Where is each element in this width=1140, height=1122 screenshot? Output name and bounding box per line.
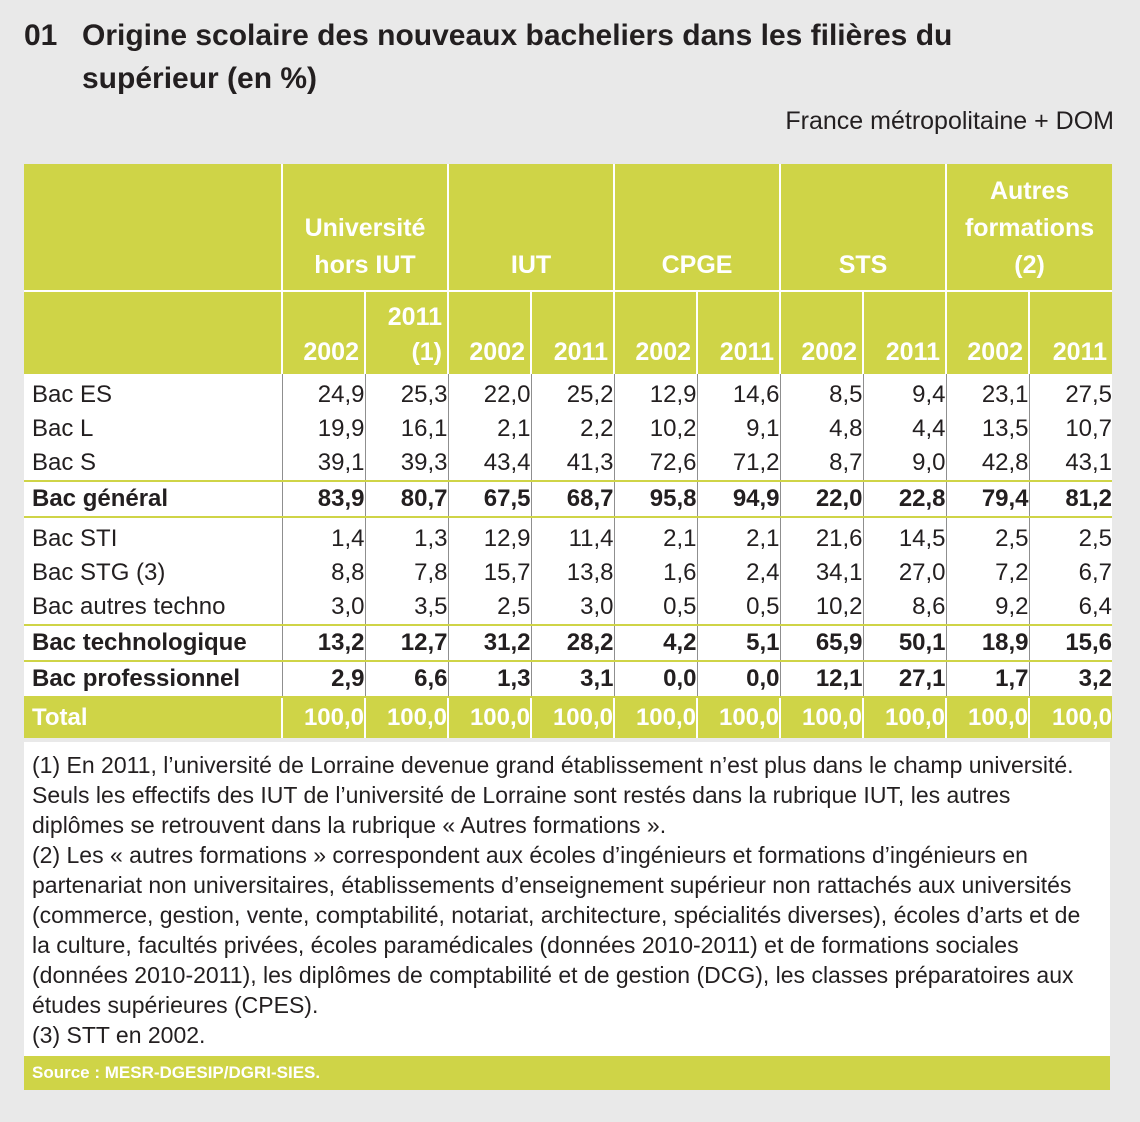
table-cell: 2,9	[282, 661, 365, 697]
table-cell: 39,1	[282, 446, 365, 481]
table-cell: 1,4	[282, 517, 365, 556]
table-cell: 27,5	[1029, 374, 1112, 412]
table-cell: 1,7	[946, 661, 1029, 697]
table-row	[24, 517, 1112, 556]
table-cell: 50,1	[863, 625, 946, 661]
year-header: 2002	[780, 291, 863, 374]
table-cell: 7,8	[365, 556, 448, 590]
table-cell: 23,1	[946, 374, 1029, 412]
table-row	[24, 590, 1112, 625]
table-cell: 5,1	[697, 625, 780, 661]
table-cell: 9,0	[863, 446, 946, 481]
table-cell: 81,2	[1029, 481, 1112, 517]
table-cell: 3,0	[531, 590, 614, 625]
footnote: (1) En 2011, l’université de Lorraine devenue grand établissement n’est plus dans le champ université. Seuls les effectifs des IUT de l’université de Lorraine sont restés dans la rubrique IUT, les autres diplômes se retrouvent dans la rubrique « Autres formations ».	[32, 752, 1074, 838]
table-cell: 3,5	[365, 590, 448, 625]
table-cell: 100,0	[780, 697, 863, 738]
table-cell: 31,2	[448, 625, 531, 661]
table-cell: 21,6	[780, 517, 863, 556]
table-cell: 2,5	[448, 590, 531, 625]
row-label: Bac STI	[32, 525, 118, 552]
table-cell: 43,1	[1029, 446, 1112, 481]
table-cell: 1,3	[365, 517, 448, 556]
table-cell: 4,2	[614, 625, 697, 661]
table-cell: 6,7	[1029, 556, 1112, 590]
table-cell: 10,7	[1029, 412, 1112, 446]
table-cell: 7,2	[946, 556, 1029, 590]
year-header: 2011 (1)	[365, 291, 448, 374]
column-group-header: Université hors IUT	[282, 164, 448, 291]
table-cell: 3,0	[282, 590, 365, 625]
table-cell: 13,5	[946, 412, 1029, 446]
table-cell: 27,0	[863, 556, 946, 590]
table-cell: 39,3	[365, 446, 448, 481]
year-header: 2002	[614, 291, 697, 374]
table-cell: 18,9	[946, 625, 1029, 661]
total-row	[24, 697, 1112, 738]
row-label: Total	[32, 704, 88, 731]
footnotes	[24, 738, 1110, 1056]
table-cell: 22,8	[863, 481, 946, 517]
table-cell: 2,1	[448, 412, 531, 446]
table-cell: 0,0	[614, 661, 697, 697]
header-corner	[24, 164, 282, 291]
table-cell: 95,8	[614, 481, 697, 517]
table-cell: 3,1	[531, 661, 614, 697]
table-cell: 19,9	[282, 412, 365, 446]
table-cell: 100,0	[863, 697, 946, 738]
table-cell: 9,2	[946, 590, 1029, 625]
table-cell: 3,2	[1029, 661, 1112, 697]
table-cell: 12,9	[614, 374, 697, 412]
source-line: Source : MESR-DGESIP/DGRI-SIES.	[24, 1056, 1110, 1090]
table-container	[24, 164, 1113, 1090]
year-header: 2002	[282, 291, 365, 374]
table-cell: 6,4	[1029, 590, 1112, 625]
table-cell: 12,1	[780, 661, 863, 697]
year-header: 2011	[863, 291, 946, 374]
table-row	[24, 625, 1112, 661]
table-cell: 2,5	[946, 517, 1029, 556]
figure-title-text: Origine scolaire des nouveaux bacheliers dans les filières du supérieur (en %)	[82, 19, 953, 95]
table-cell: 43,4	[448, 446, 531, 481]
table-cell: 13,8	[531, 556, 614, 590]
table-cell: 16,1	[365, 412, 448, 446]
table-cell: 6,6	[365, 661, 448, 697]
table-cell: 2,5	[1029, 517, 1112, 556]
header-corner	[24, 291, 282, 374]
table-row	[24, 446, 1112, 481]
table-cell: 100,0	[614, 697, 697, 738]
table-cell: 9,4	[863, 374, 946, 412]
table-cell: 34,1	[780, 556, 863, 590]
figure-subtitle: France métropolitaine + DOM	[785, 107, 1114, 135]
table-row	[24, 481, 1112, 517]
table-cell: 2,2	[531, 412, 614, 446]
table-cell: 1,3	[448, 661, 531, 697]
table-cell: 28,2	[531, 625, 614, 661]
row-label: Bac technologique	[24, 625, 282, 661]
table-cell: 42,8	[946, 446, 1029, 481]
table-cell: 67,5	[448, 481, 531, 517]
table-cell: 11,4	[531, 517, 614, 556]
table-cell: 24,9	[282, 374, 365, 412]
row-label: Bac ES	[32, 381, 113, 408]
column-group-header: STS	[780, 164, 946, 291]
column-group-header: IUT	[448, 164, 614, 291]
table-cell: 80,7	[365, 481, 448, 517]
table-cell: 68,7	[531, 481, 614, 517]
table-cell: 94,9	[697, 481, 780, 517]
row-label: Bac professionnel	[24, 661, 282, 697]
table-cell: 27,1	[863, 661, 946, 697]
table-cell: 14,5	[863, 517, 946, 556]
table-row	[24, 661, 1112, 697]
table-cell: 0,5	[697, 590, 780, 625]
table-cell: 0,0	[697, 661, 780, 697]
table-cell: 12,9	[448, 517, 531, 556]
table-cell: 100,0	[448, 697, 531, 738]
table-cell: 10,2	[780, 590, 863, 625]
year-header: 2011	[697, 291, 780, 374]
table-cell: 13,2	[282, 625, 365, 661]
table-cell: 22,0	[780, 481, 863, 517]
figure-title	[24, 14, 1024, 100]
table-cell: 15,7	[448, 556, 531, 590]
table-cell: 8,7	[780, 446, 863, 481]
table-cell: 14,6	[697, 374, 780, 412]
footnote: (3) STT en 2002.	[32, 1022, 206, 1048]
table-cell: 8,8	[282, 556, 365, 590]
table-cell: 83,9	[282, 481, 365, 517]
table-cell: 22,0	[448, 374, 531, 412]
column-group-header: Autres formations (2)	[946, 164, 1112, 291]
table-cell: 2,1	[697, 517, 780, 556]
table-cell: 1,6	[614, 556, 697, 590]
row-label: Bac S	[32, 449, 97, 476]
table-cell: 100,0	[282, 697, 365, 738]
table-cell: 8,5	[780, 374, 863, 412]
data-table	[24, 164, 1112, 738]
year-header: 2011	[1029, 291, 1112, 374]
table-cell: 8,6	[863, 590, 946, 625]
column-group-header: CPGE	[614, 164, 780, 291]
table-cell: 100,0	[531, 697, 614, 738]
row-label: Bac STG (3)	[32, 559, 166, 586]
year-header: 2002	[946, 291, 1029, 374]
row-label: Bac L	[32, 415, 94, 442]
table-cell: 4,8	[780, 412, 863, 446]
table-cell: 100,0	[365, 697, 448, 738]
table-cell: 4,4	[863, 412, 946, 446]
row-label: Bac autres techno	[32, 593, 226, 620]
table-cell: 100,0	[697, 697, 780, 738]
table-cell: 25,3	[365, 374, 448, 412]
table-row	[24, 412, 1112, 446]
table-cell: 0,5	[614, 590, 697, 625]
year-header: 2011	[531, 291, 614, 374]
table-cell: 100,0	[946, 697, 1029, 738]
table-cell: 65,9	[780, 625, 863, 661]
year-header: 2002	[448, 291, 531, 374]
table-cell: 12,7	[365, 625, 448, 661]
table-cell: 10,2	[614, 412, 697, 446]
footnote: (2) Les « autres formations » correspondent aux écoles d’ingénieurs et formations d’ingénieurs en partenariat non universitaires, établissements d’enseignement supérieur non rattachés aux universités (commerce, gestion, vente, comptabilité, notariat, architecture, spécialités diverses), écoles d’arts et de la culture, facultés privées, écoles paramédicales (données 2010-2011) et de formations sociales (données 2010-2011), les diplômes de comptabilité et de gestion (DCG), les classes préparatoires aux études supérieures (CPES).	[32, 842, 1081, 1018]
table-cell: 71,2	[697, 446, 780, 481]
table-cell: 100,0	[1029, 697, 1112, 738]
table-cell: 25,2	[531, 374, 614, 412]
table-cell: 2,1	[614, 517, 697, 556]
table-cell: 2,4	[697, 556, 780, 590]
table-cell: 79,4	[946, 481, 1029, 517]
table-row	[24, 556, 1112, 590]
table-cell: 72,6	[614, 446, 697, 481]
table-cell: 41,3	[531, 446, 614, 481]
row-label: Bac général	[24, 481, 282, 517]
table-cell: 9,1	[697, 412, 780, 446]
table-row	[24, 374, 1112, 412]
figure-number: 01	[24, 19, 58, 52]
table-cell: 15,6	[1029, 625, 1112, 661]
